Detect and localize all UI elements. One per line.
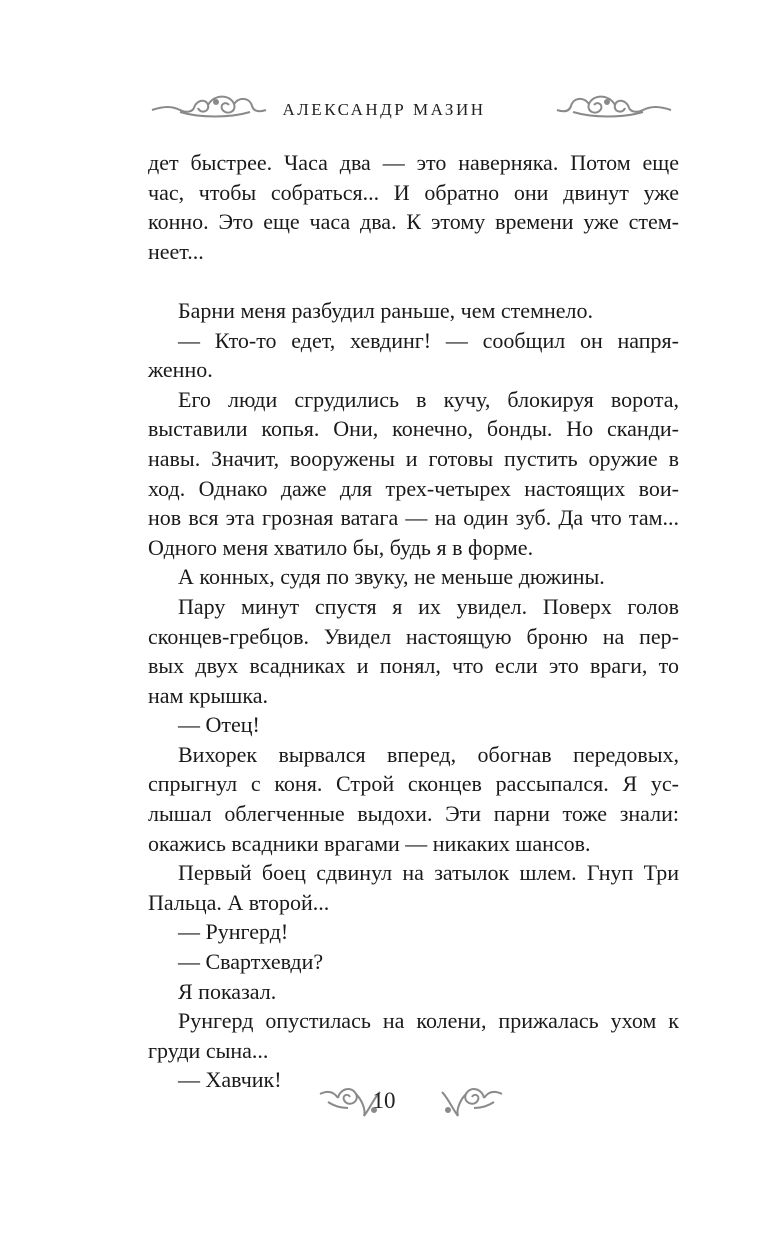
text-line: Пальца. А второй...	[148, 889, 330, 915]
paragraph: — Отец!	[178, 712, 260, 738]
text-line: сконцев-гребцов. Увидел настоящую броню на пер-	[148, 623, 679, 649]
fleuron-right-icon	[438, 1080, 504, 1125]
paragraph: — Свартхевди?	[178, 949, 324, 975]
paragraph: А конных, судя по звуку, не меньше дюжины.	[178, 564, 605, 590]
text-line: груди сына...	[148, 1037, 269, 1063]
page-number: 10	[372, 1088, 396, 1113]
running-head-author: АЛЕКСАНДР МАЗИН	[282, 100, 486, 119]
scroll-ornament-right-icon	[555, 90, 673, 120]
text-line: навы. Значит, вооружены и готовы пустить оружие в	[148, 445, 679, 471]
text-line: Вихорек вырвался вперед, обогнав передовых,	[178, 741, 679, 767]
text-line: Пару минут спустя я их увидел. Поверх голов	[178, 593, 679, 619]
text-line: неет...	[148, 238, 204, 264]
paragraph: Барни меня разбудил раньше, чем стемнело.	[178, 297, 594, 323]
text-line: — Кто-то едет, хевдинг! — сообщил он напря-	[178, 327, 679, 353]
paragraph: — Хавчик!	[178, 1067, 282, 1093]
text-line: нов вся эта грозная ватага — на один зуб. Да что там...	[148, 505, 679, 531]
text-line: ход. Однако даже для трех-четырех настоящих вои-	[148, 475, 679, 501]
page-footer	[0, 1080, 768, 1124]
text-line: конно. Это еще часа два. К этому времени уже стем-	[148, 209, 679, 235]
paragraph: Я показал.	[178, 978, 277, 1004]
text-line: женно.	[148, 357, 213, 383]
text-line: Одного меня хватило бы, будь я в форме.	[148, 534, 534, 560]
section-break	[148, 266, 679, 296]
text-line: дет быстрее. Часа два — это наверняка. Потом еще	[148, 150, 679, 175]
text-line: выставили копья. Они, конечно, бонды. Но сканди-	[148, 416, 679, 442]
text-line: Рунгерд опустилась на колени, прижалась ухом к	[178, 1008, 679, 1034]
page-header	[0, 88, 768, 128]
text-line: Его люди сгрудились в кучу, блокируя ворота,	[178, 386, 679, 412]
text-line: спрыгнул с коня. Строй сконцев рассыпался. Я ус-	[148, 771, 679, 797]
body-text	[148, 148, 679, 1095]
text-line: нам крышка.	[148, 682, 268, 708]
text-line: час, чтобы собраться... И обратно они двинут уже	[148, 179, 679, 205]
text-line: лышал облегченные выдохи. Эти парни тоже знали:	[148, 801, 679, 827]
text-line: вых двух всадниках и понял, что если это враги, то	[148, 653, 679, 679]
text-line: Первый боец сдвинул на затылок шлем. Гнуп Три	[178, 860, 679, 886]
paragraph: — Рунгерд!	[178, 919, 289, 945]
text-line: окажись всадники врагами — никаких шансов.	[148, 830, 591, 856]
